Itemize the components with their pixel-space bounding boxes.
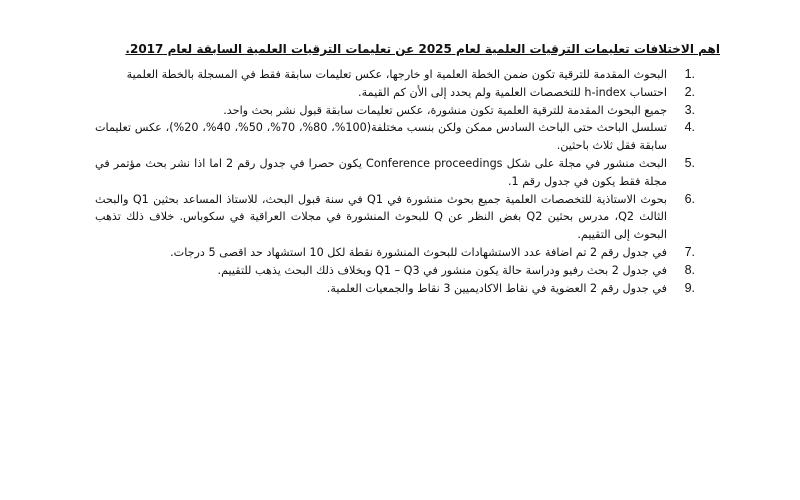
item-number: 6.	[684, 191, 695, 206]
list-item	[95, 102, 695, 120]
item-number: 7.	[684, 244, 695, 259]
item-number: 2.	[684, 84, 695, 99]
item-text: جميع البحوث المقدمة للترقية العلمية تكون منشورة، عكس تعليمات سابقة قبول نشر بحث واحد.	[223, 103, 667, 117]
item-number: 5.	[684, 155, 695, 170]
item-number: 1.	[684, 67, 695, 81]
item-number: 4.	[684, 120, 695, 135]
list-item	[95, 191, 695, 244]
list-item	[95, 155, 695, 191]
item-text: بحوث الاستاذية للتخصصات العلمية جميع بحوث منشورة في Q1 في سنة قبول البحث، للاستاذ المساعد بحثين Q1 والبحث الثالث Q2، مدرس بحثين Q2 بغض النظر عن Q للبحوث المنشورة في مجلات العراقية في سكوباس. خلاف ذلك تذهب البحوث إلى التقييم.	[95, 192, 667, 242]
item-text: في جدول رقم 2 تم اضافة عدد الاستشهادات للبحوث المنشورة نقطة لكل 10 استشهاد حد اقصى 5 درجات.	[170, 245, 667, 259]
item-text: في جدول 2 بحث رفيو ودراسة حالة يكون منشور في Q1 – Q3 وبخلاف ذلك البحث يذهب للتقييم.	[217, 263, 667, 277]
list-item	[95, 84, 695, 102]
item-text: تسلسل الباحث حتى الباحث السادس ممكن ولكن بنسب مختلفة(100%، 80%، 70%، 50%، 40%، 20%)، عكس تعليمات سابقة فقل ثلاث باحثين.	[95, 121, 667, 153]
document-title: اهم الاختلافات تعليمات الترقيات العلمية لعام 2025 عن تعليمات الترقيات العلمية السابقة لعام 2017.	[125, 42, 720, 56]
list-item	[95, 66, 695, 84]
list-item	[95, 119, 695, 155]
list-item	[95, 262, 695, 280]
item-text: البحوث المقدمة للترقية تكون ضمن الخطة العلمية او خارجها، عكس تعليمات سابقة فقط في المسجلة بالخطة العلمية	[126, 68, 667, 81]
item-number: 8.	[684, 262, 695, 277]
item-text: احتساب h-index للتخصصات العلمية ولم يحدد إلى الأن كم القيمة.	[358, 85, 667, 99]
item-text: البحث منشور في مجلة على شكل Conference proceedings يكون حصرا في جدول رقم 2 اما اذا نشر بحث مؤتمر في مجلة فقط يكون في جدول رقم 1.	[95, 156, 667, 188]
differences-list	[95, 66, 695, 297]
item-number: 9.	[684, 280, 695, 295]
list-item	[95, 244, 695, 262]
item-number: 3.	[684, 102, 695, 117]
item-text: في جدول رقم 2 العضوية في نقاط الاكاديميين 3 نقاط والجمعيات العلمية.	[326, 281, 667, 295]
list-item	[95, 280, 695, 298]
